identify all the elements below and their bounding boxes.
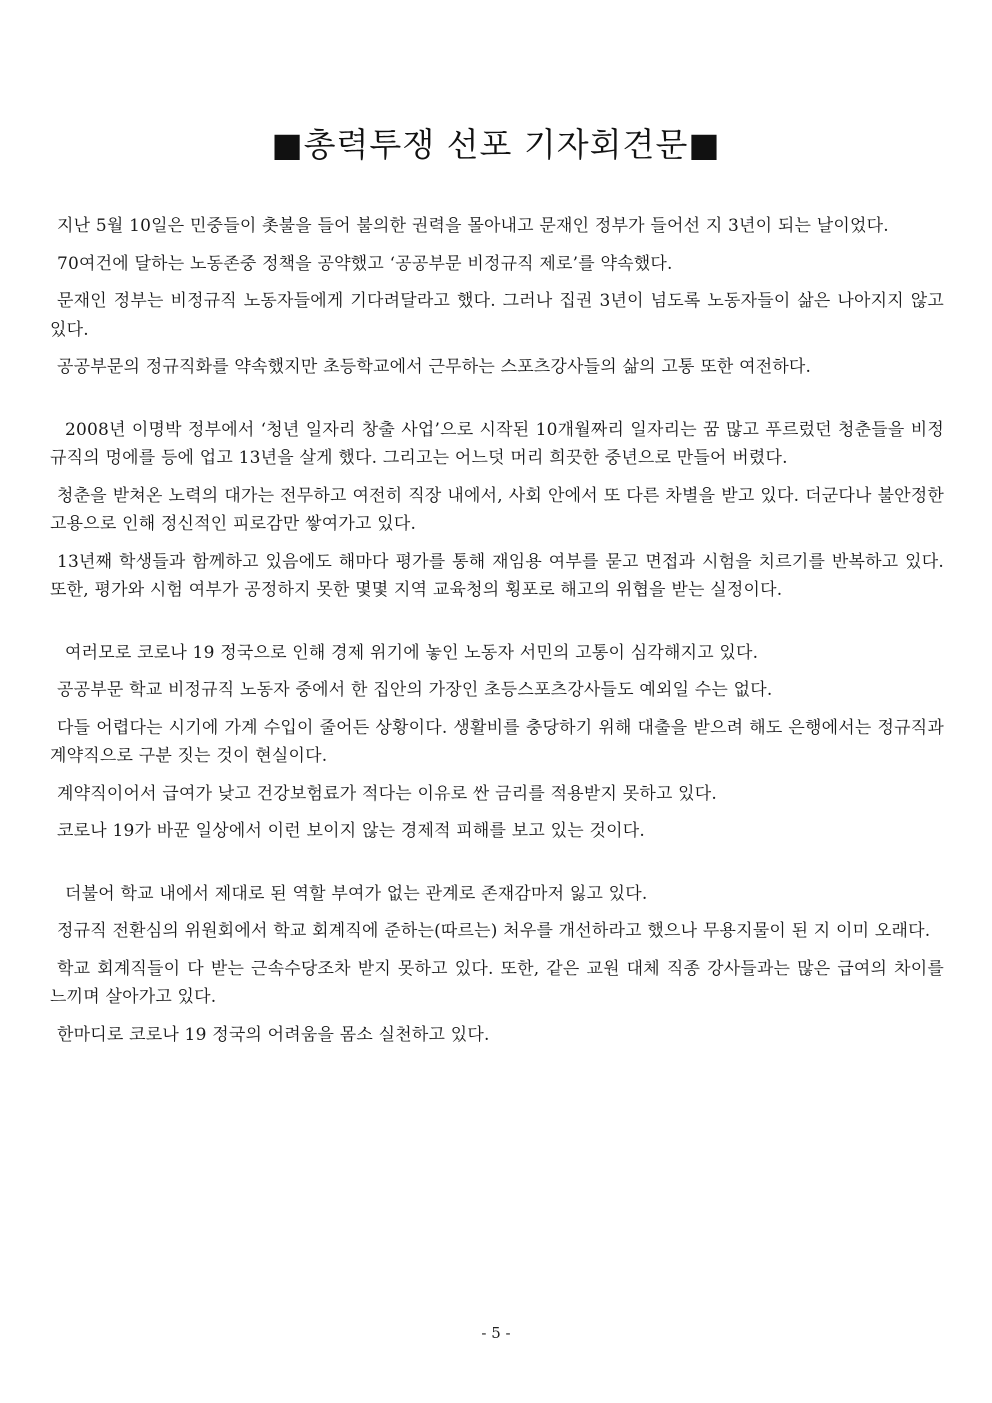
page-title: ■총력투쟁 선포 기자회견문■ [271, 125, 721, 164]
paragraph: 여러모로 코로나 19 정국으로 인해 경제 위기에 놓인 노동자 서민의 고통이 심각해지고 있다. [65, 642, 759, 663]
paragraph: 정규직 전환심의 위원회에서 학교 회계직에 준하는(따르는) 처우를 개선하라고 했으나 무용지물이 된 지 이미 오래다. [57, 921, 931, 941]
paragraph: 공공부문의 정규직화를 약속했지만 초등학교에서 근무하는 스포츠강사들의 삶의 고통 또한 여전하다. [57, 357, 812, 377]
paragraph: 다들 어렵다는 시기에 가계 수입이 줄어든 상황이다. 생활비를 충당하기 위해 대출을 받으려 해도 은행에서는 정규직과 계약직으로 구분 짓는 것이 현실이다. [50, 717, 944, 766]
paragraph: 13년째 학생들과 함께하고 있음에도 해마다 평가를 통해 재임용 여부를 묻고 면접과 시험을 치르기를 반복하고 있다. 또한, 평가와 시험 여부가 공정하지 못한 몇몇 지역 교육청의 횡포로 해고의 위협을 받는 실정이다. [50, 551, 944, 600]
paragraph: 학교 회계직들이 다 받는 근속수당조차 받지 못하고 있다. 또한, 같은 교원 대체 직종 강사들과는 많은 급여의 차이를 느끼며 살아가고 있다. [50, 958, 944, 1007]
paragraph: 70여건에 달하는 노동존중 정책을 공약했고 ‘공공부문 비정규직 제로’를 약속했다. [57, 253, 673, 274]
paragraph: 청춘을 받쳐온 노력의 대가는 전무하고 여전히 직장 내에서, 사회 안에서 또 다른 차별을 받고 있다. 더군다나 불안정한 고용으로 인해 정신적인 피로감만 쌓여가고 있다. [50, 485, 944, 534]
paragraph: 더불어 학교 내에서 제대로 된 역할 부여가 없는 관계로 존재감마저 잃고 있다. [65, 883, 648, 904]
paragraph: 한마디로 코로나 19 정국의 어려움을 몸소 실천하고 있다. [57, 1024, 490, 1045]
paragraph: 공공부문 학교 비정규직 노동자 중에서 한 집안의 가장인 초등스포츠강사들도 예외일 수는 없다. [57, 680, 773, 700]
paragraph: 계약직이어서 급여가 낮고 건강보험료가 적다는 이유로 싼 금리를 적용받지 못하고 있다. [57, 783, 718, 804]
paragraph: 문재인 정부는 비정규직 노동자들에게 기다려달라고 했다. 그러나 집권 3년이 넘도록 노동자들이 삶은 나아지지 않고 있다. [50, 291, 944, 340]
paragraph: 지난 5월 10일은 민중들이 촛불을 들어 불의한 권력을 몰아내고 문재인 정부가 들어선 지 3년이 되는 날이었다. [57, 216, 889, 236]
paragraph: 코로나 19가 바꾼 일상에서 이런 보이지 않는 경제적 피해를 보고 있는 것이다. [57, 821, 645, 841]
paragraph: 2008년 이명박 정부에서 ‘청년 일자리 창출 사업’으로 시작된 10개월짜리 일자리는 꿈 많고 푸르렀던 청춘들을 비정규직의 멍에를 등에 업고 13년을 살게 했다. 그리고는 어느덧 머리 희끗한 중년으로 만들어 버렸다. [50, 419, 944, 468]
page-number: - 5 - [481, 1324, 511, 1342]
document-body [50, 212, 944, 1058]
